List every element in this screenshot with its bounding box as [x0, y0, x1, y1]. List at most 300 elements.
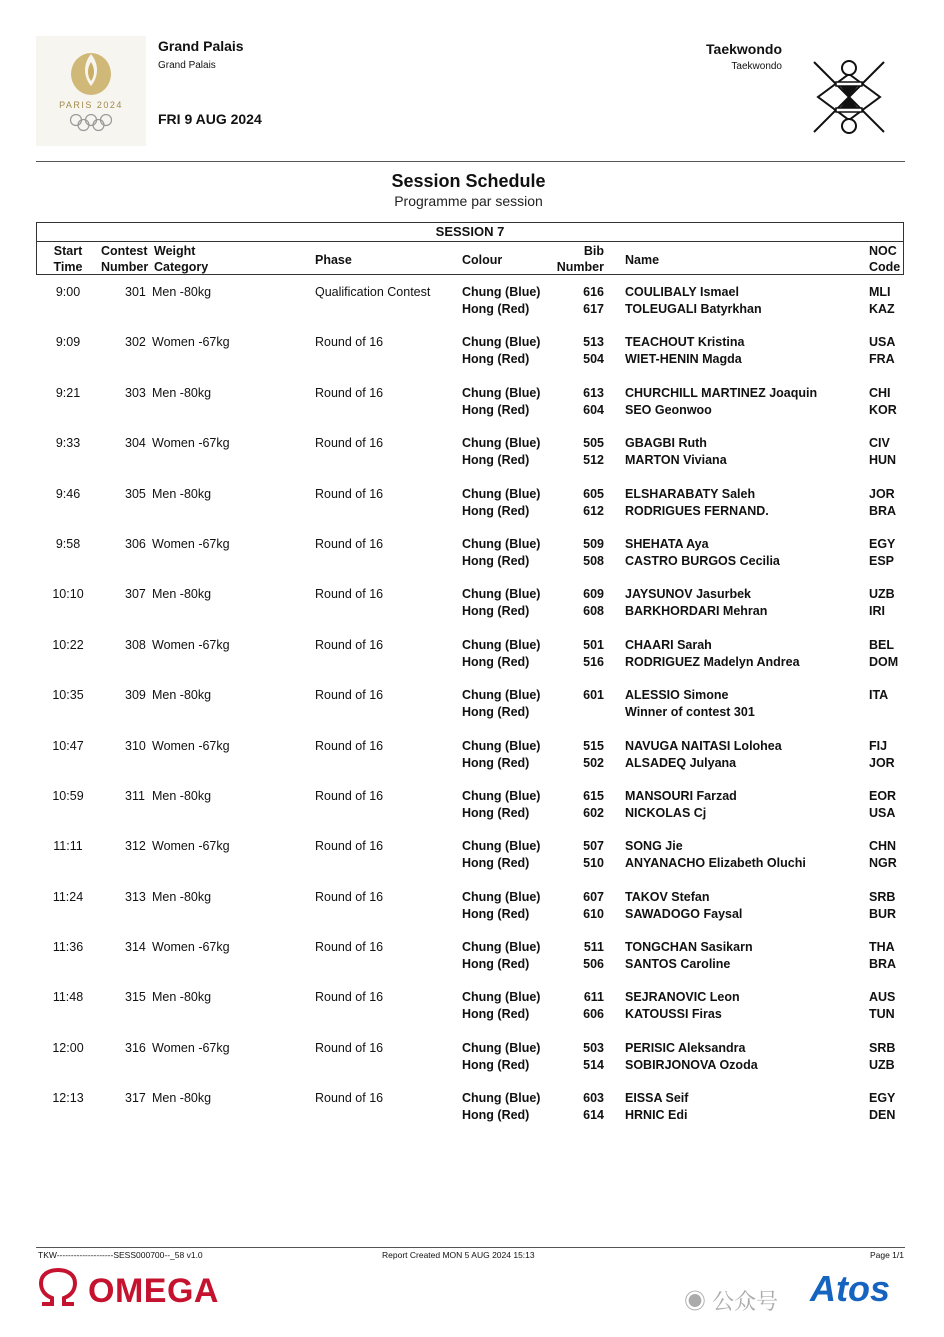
row-noc-code	[869, 385, 897, 419]
row-contest-number: 305	[125, 486, 146, 501]
row-start-time: 11:11	[53, 839, 83, 854]
row-noc-code-blue: SRB	[869, 1040, 896, 1055]
row-start-time: 11:24	[52, 889, 84, 904]
row-bib-number-blue: 505	[583, 436, 604, 451]
row-contest-number: 312	[125, 839, 146, 854]
row-athlete-name	[625, 889, 742, 923]
row-start-time: 9:58	[55, 536, 81, 551]
row-noc-code-red: IRI	[869, 604, 885, 619]
row-bib-number-red: 506	[583, 957, 604, 972]
row-start-time: 11:48	[52, 990, 84, 1005]
row-athlete-name-red: CASTRO BURGOS Cecilia	[625, 553, 780, 568]
column-header-bib-number	[540, 243, 604, 275]
row-colour	[462, 687, 540, 721]
row-bib-number	[560, 687, 604, 721]
row-phase: Qualification Contest	[315, 285, 431, 299]
row-phase: Round of 16	[315, 637, 384, 652]
column-header-weight-category	[154, 243, 208, 275]
row-bib-number	[560, 637, 604, 671]
row-colour-blue: Chung (Blue)	[462, 385, 541, 400]
row-noc-code-red	[869, 704, 888, 721]
row-bib-number	[560, 334, 604, 368]
row-bib-number	[560, 1040, 604, 1074]
row-contest-number: 303	[125, 385, 146, 400]
column-header-bib-line: Bib	[583, 244, 604, 258]
row-colour-blue: Chung (Blue)	[462, 688, 541, 703]
row-bib-number-blue: 605	[583, 486, 604, 501]
row-phase: Round of 16	[315, 335, 384, 350]
row-weight-category: Men -80kg	[152, 385, 212, 400]
row-athlete-name	[625, 788, 737, 822]
row-phase: Round of 16	[315, 839, 384, 854]
row-colour-red: Hong (Red)	[462, 906, 530, 921]
row-noc-code-red: KOR	[869, 402, 897, 417]
column-header-weight-line: Weight	[154, 244, 196, 258]
row-colour-blue: Chung (Blue)	[462, 285, 541, 299]
row-colour-blue: Chung (Blue)	[462, 839, 541, 854]
row-athlete-name	[625, 536, 780, 570]
schedule-row	[0, 435, 944, 485]
row-colour-blue: Chung (Blue)	[462, 335, 541, 350]
row-contest-number: 316	[125, 1040, 146, 1055]
row-noc-code-red: FRA	[869, 352, 895, 367]
schedule-row	[0, 687, 944, 737]
row-colour-red: Hong (Red)	[462, 1007, 530, 1022]
row-colour-blue: Chung (Blue)	[462, 940, 541, 955]
row-athlete-name-red: NICKOLAS Cj	[625, 805, 707, 820]
header-divider	[36, 161, 905, 162]
row-colour-blue: Chung (Blue)	[462, 889, 541, 904]
schedule-row	[0, 738, 944, 788]
row-bib-number	[560, 838, 604, 872]
session-divider	[37, 241, 903, 242]
row-weight-category: Women -67kg	[152, 940, 230, 955]
row-bib-number-red: 508	[583, 553, 604, 568]
row-colour-blue: Chung (Blue)	[462, 788, 541, 803]
olympic-rings-icon	[69, 114, 113, 132]
row-bib-number	[560, 989, 604, 1023]
row-athlete-name-blue: JAYSUNOV Jasurbek	[625, 587, 751, 602]
row-start-time: 9:21	[55, 385, 81, 400]
row-athlete-name-red: RODRIGUEZ Madelyn Andrea	[625, 654, 800, 669]
row-noc-code	[869, 637, 898, 671]
row-noc-code-red: JOR	[869, 755, 895, 770]
row-noc-code-blue: EGY	[869, 536, 896, 551]
column-header-colour: Colour	[462, 253, 503, 267]
row-bib-number	[560, 889, 604, 923]
row-bib-number-red: 516	[583, 654, 604, 669]
schedule-row	[0, 788, 944, 838]
row-bib-number	[560, 385, 604, 419]
row-noc-code-blue: CHI	[869, 385, 891, 400]
row-colour	[462, 536, 540, 570]
row-noc-code-red: BRA	[869, 957, 897, 972]
row-noc-code	[869, 284, 895, 318]
row-bib-number-red: 504	[583, 352, 604, 367]
row-bib-number-red	[560, 704, 604, 721]
row-athlete-name-blue: ELSHARABATY Saleh	[625, 486, 756, 501]
row-noc-code-blue: ITA	[869, 688, 889, 703]
row-noc-code-blue: EGY	[869, 1091, 896, 1106]
row-colour-red: Hong (Red)	[462, 654, 530, 669]
row-bib-number-blue: 603	[583, 1091, 604, 1106]
row-weight-category: Women -67kg	[152, 637, 230, 652]
row-contest-number: 315	[125, 990, 146, 1005]
column-header-noc-code	[869, 243, 900, 275]
row-phase: Round of 16	[315, 1091, 384, 1106]
row-noc-code	[869, 838, 897, 872]
row-colour-blue: Chung (Blue)	[462, 637, 541, 652]
row-noc-code-blue: CHN	[869, 839, 897, 854]
row-noc-code-red: DOM	[869, 654, 899, 669]
row-athlete-name-red: SANTOS Caroline	[625, 957, 731, 972]
row-athlete-name	[625, 1090, 688, 1124]
row-weight-category: Men -80kg	[152, 1091, 212, 1106]
row-athlete-name-red: ANYANACHO Elizabeth Oluchi	[625, 856, 806, 871]
row-colour	[462, 637, 540, 671]
row-phase: Round of 16	[315, 990, 384, 1005]
row-athlete-name-red: TOLEUGALI Batyrkhan	[625, 302, 762, 316]
row-noc-code-red: TUN	[869, 1007, 895, 1022]
row-noc-code-blue: USA	[869, 335, 896, 350]
row-athlete-name-red: WIET-HENIN Magda	[625, 352, 742, 367]
watermark-text: 公众号	[712, 1289, 779, 1314]
column-header-start-line: Start	[53, 244, 83, 258]
row-noc-code	[869, 1090, 895, 1124]
row-athlete-name-blue: PERISIC Aleksandra	[625, 1040, 746, 1055]
row-noc-code-red: BUR	[869, 906, 897, 921]
row-colour-red: Hong (Red)	[462, 503, 530, 518]
row-athlete-name	[625, 637, 800, 671]
column-header-code-line: Code	[869, 260, 901, 274]
row-weight-category: Women -67kg	[152, 839, 230, 854]
row-athlete-name-red: KATOUSSI Firas	[625, 1007, 722, 1022]
wechat-icon: ◉	[684, 1289, 713, 1314]
row-noc-code-red: HUN	[869, 453, 897, 468]
row-start-time: 9:00	[55, 285, 81, 299]
row-athlete-name-blue: CHURCHILL MARTINEZ Joaquin	[625, 385, 818, 400]
row-athlete-name	[625, 838, 806, 872]
column-header-bib-number-line: Number	[556, 260, 604, 274]
row-athlete-name	[625, 687, 755, 721]
schedule-row	[0, 939, 944, 989]
row-weight-category: Men -80kg	[152, 285, 212, 299]
row-start-time: 10:22	[52, 637, 84, 652]
row-athlete-name-blue: CHAARI Sarah	[625, 637, 712, 652]
row-bib-number-blue: 515	[583, 738, 604, 753]
row-noc-code	[869, 536, 895, 570]
row-athlete-name-blue: COULIBALY Ismael	[625, 285, 739, 299]
row-bib-number-red: 617	[583, 302, 604, 316]
row-noc-code	[869, 788, 896, 822]
schedule-row	[0, 334, 944, 384]
row-phase: Round of 16	[315, 788, 384, 803]
sport-subtitle: Taekwondo	[731, 61, 782, 72]
column-header-time-line: Time	[53, 260, 83, 274]
row-weight-category: Women -67kg	[152, 1040, 230, 1055]
row-colour	[462, 486, 540, 520]
row-colour-blue: Chung (Blue)	[462, 436, 541, 451]
row-colour-red: Hong (Red)	[462, 705, 530, 720]
row-athlete-name-red: SOBIRJONOVA Ozoda	[625, 1057, 758, 1072]
row-start-time: 12:00	[52, 1040, 84, 1055]
omega-wordmark: OMEGA	[88, 1272, 219, 1310]
row-noc-code-red: UZB	[869, 1057, 895, 1072]
column-header-noc-line: NOC	[869, 244, 897, 258]
row-weight-category: Women -67kg	[152, 738, 230, 753]
row-bib-number-blue: 607	[583, 889, 604, 904]
row-contest-number: 308	[125, 637, 146, 652]
paris-2024-logo	[36, 36, 146, 146]
row-contest-number: 317	[125, 1091, 146, 1106]
row-noc-code-red: ESP	[869, 553, 895, 568]
row-phase: Round of 16	[315, 1040, 384, 1055]
venue-subtitle: Grand Palais	[158, 60, 216, 71]
column-header-number-line: Number	[101, 260, 149, 274]
row-colour-red: Hong (Red)	[462, 856, 530, 871]
session-label: SESSION 7	[435, 224, 505, 239]
row-noc-code	[869, 334, 895, 368]
row-start-time: 10:35	[52, 688, 84, 703]
row-colour-red: Hong (Red)	[462, 604, 530, 619]
row-noc-code-red: BRA	[869, 503, 897, 518]
row-colour	[462, 889, 540, 923]
row-athlete-name-blue: SEJRANOVIC Leon	[625, 990, 740, 1005]
sport-title: Taekwondo	[706, 41, 782, 57]
row-colour-red: Hong (Red)	[462, 453, 530, 468]
row-bib-number-red: 608	[583, 604, 604, 619]
row-bib-number-blue: 601	[583, 688, 604, 703]
row-noc-code-blue: AUS	[869, 990, 896, 1005]
row-noc-code	[869, 738, 895, 772]
row-athlete-name	[625, 385, 817, 419]
row-noc-code-blue: MLI	[869, 285, 891, 299]
row-athlete-name	[625, 435, 727, 469]
row-bib-number-blue: 507	[583, 839, 604, 854]
row-noc-code-blue: UZB	[869, 587, 895, 602]
row-athlete-name	[625, 284, 762, 318]
row-noc-code-blue: CIV	[869, 436, 890, 451]
row-colour	[462, 1040, 540, 1074]
row-bib-number	[560, 788, 604, 822]
row-bib-number-red: 514	[583, 1057, 604, 1072]
row-noc-code-red: KAZ	[869, 302, 895, 316]
column-header-name: Name	[625, 253, 660, 267]
row-noc-code-blue: JOR	[869, 486, 895, 501]
olympic-flame-icon	[69, 50, 113, 96]
row-colour	[462, 838, 540, 872]
row-weight-category: Men -80kg	[152, 788, 212, 803]
row-colour-red: Hong (Red)	[462, 805, 530, 820]
row-phase: Round of 16	[315, 889, 384, 904]
schedule-row	[0, 1040, 944, 1090]
row-contest-number: 301	[125, 285, 146, 299]
paris-2024-text: PARIS 2024	[59, 100, 123, 110]
footer-divider	[36, 1247, 905, 1248]
row-athlete-name	[625, 586, 767, 620]
row-bib-number-blue: 511	[583, 940, 604, 955]
row-athlete-name	[625, 939, 753, 973]
row-contest-number: 306	[125, 536, 146, 551]
schedule-row	[0, 838, 944, 888]
row-bib-number-blue: 613	[583, 385, 604, 400]
row-colour	[462, 334, 540, 368]
row-start-time: 9:46	[55, 486, 81, 501]
row-noc-code	[869, 889, 896, 923]
schedule-row	[0, 385, 944, 435]
footer-page-number: Page 1/1	[869, 1250, 904, 1260]
row-athlete-name-blue: SONG Jie	[625, 839, 683, 854]
row-noc-code-blue: THA	[869, 940, 895, 955]
row-athlete-name-red: HRNIC Edi	[625, 1108, 688, 1123]
row-bib-number-red: 510	[583, 856, 604, 871]
row-colour-red: Hong (Red)	[462, 302, 530, 316]
row-bib-number-blue: 501	[583, 637, 604, 652]
row-noc-code	[869, 1040, 895, 1074]
column-header-category-line: Category	[154, 260, 209, 274]
row-athlete-name	[625, 989, 740, 1023]
row-bib-number-red: 614	[583, 1108, 604, 1123]
row-athlete-name-blue: TEACHOUT Kristina	[625, 335, 745, 350]
row-weight-category: Women -67kg	[152, 536, 230, 551]
row-colour	[462, 586, 540, 620]
row-athlete-name-blue: GBAGBI Ruth	[625, 436, 707, 451]
row-phase: Round of 16	[315, 738, 384, 753]
row-bib-number-red: 610	[583, 906, 604, 921]
schedule-row	[0, 889, 944, 939]
row-noc-code	[869, 989, 895, 1023]
row-athlete-name-red: ALSADEQ Julyana	[625, 755, 737, 770]
row-athlete-name-red: RODRIGUES FERNAND.	[625, 503, 769, 518]
row-bib-number-red: 512	[583, 453, 604, 468]
row-phase: Round of 16	[315, 688, 384, 703]
row-athlete-name	[625, 738, 782, 772]
row-weight-category: Men -80kg	[152, 587, 212, 602]
row-colour	[462, 1090, 540, 1124]
schedule-row	[0, 284, 944, 334]
row-athlete-name-red: SEO Geonwoo	[625, 402, 712, 417]
row-bib-number-red: 606	[583, 1007, 604, 1022]
row-colour	[462, 435, 540, 469]
row-athlete-name	[625, 1040, 758, 1074]
row-phase: Round of 16	[315, 587, 384, 602]
row-start-time: 10:47	[52, 738, 84, 753]
row-weight-category: Women -67kg	[152, 335, 230, 350]
column-header-phase: Phase	[315, 253, 352, 267]
row-noc-code-blue: BEL	[869, 637, 894, 652]
row-bib-number	[560, 536, 604, 570]
row-colour	[462, 738, 540, 772]
schedule-row	[0, 989, 944, 1039]
row-bib-number-blue: 609	[583, 587, 604, 602]
row-athlete-name-blue: ALESSIO Simone	[625, 688, 729, 703]
omega-symbol-icon	[36, 1268, 80, 1308]
omega-logo	[36, 1268, 219, 1312]
column-header-contest-line: Contest	[101, 244, 148, 258]
row-noc-code-red: DEN	[869, 1108, 896, 1123]
row-contest-number: 310	[125, 738, 146, 753]
row-colour-red: Hong (Red)	[462, 553, 530, 568]
row-contest-number: 304	[125, 436, 146, 451]
row-athlete-name-red: MARTON Viviana	[625, 453, 727, 468]
row-colour-blue: Chung (Blue)	[462, 536, 541, 551]
row-athlete-name-blue: NAVUGA NAITASI Lolohea	[625, 738, 782, 753]
row-noc-code	[869, 435, 896, 469]
row-noc-code-red: NGR	[869, 856, 897, 871]
row-noc-code	[869, 687, 888, 721]
row-contest-number: 302	[125, 335, 146, 350]
row-colour	[462, 939, 540, 973]
row-noc-code	[869, 486, 896, 520]
footer-document-code: TKW--------------------SESS000700--_58 v1.0	[38, 1250, 203, 1260]
row-athlete-name-red: SAWADOGO Faysal	[625, 906, 743, 921]
row-noc-code-blue: SRB	[869, 889, 896, 904]
row-colour-red: Hong (Red)	[462, 957, 530, 972]
row-athlete-name-blue: MANSOURI Farzad	[625, 788, 737, 803]
wechat-watermark	[684, 1285, 778, 1316]
row-bib-number	[560, 284, 604, 318]
row-athlete-name-red: Winner of contest 301	[625, 705, 755, 720]
row-start-time: 10:10	[52, 587, 84, 602]
row-colour-red: Hong (Red)	[462, 1108, 530, 1123]
column-header-contest-number	[101, 243, 148, 275]
row-contest-number: 313	[125, 889, 146, 904]
row-colour-blue: Chung (Blue)	[462, 1091, 541, 1106]
row-colour-red: Hong (Red)	[462, 402, 530, 417]
row-noc-code-red: USA	[869, 805, 896, 820]
row-noc-code	[869, 586, 895, 620]
schedule-row	[0, 637, 944, 687]
row-start-time: 9:33	[55, 436, 81, 451]
row-phase: Round of 16	[315, 940, 384, 955]
schedule-row	[0, 486, 944, 536]
row-colour-blue: Chung (Blue)	[462, 990, 541, 1005]
row-phase: Round of 16	[315, 486, 384, 501]
row-bib-number-blue: 616	[583, 285, 604, 299]
row-phase: Round of 16	[315, 536, 384, 551]
row-bib-number	[560, 586, 604, 620]
row-noc-code-blue: EOR	[869, 788, 897, 803]
column-header-start-time	[36, 243, 100, 275]
row-athlete-name-blue: SHEHATA Aya	[625, 536, 709, 551]
row-bib-number	[560, 435, 604, 469]
row-bib-number-red: 612	[583, 503, 604, 518]
row-bib-number	[560, 738, 604, 772]
row-start-time: 11:36	[52, 940, 84, 955]
row-athlete-name	[625, 486, 769, 520]
venue-title: Grand Palais	[158, 38, 244, 54]
row-weight-category: Men -80kg	[152, 688, 212, 703]
row-bib-number-red: 602	[583, 805, 604, 820]
row-athlete-name-red: BARKHORDARI Mehran	[625, 604, 768, 619]
row-athlete-name-blue: EISSA Seif	[625, 1091, 689, 1106]
row-colour-blue: Chung (Blue)	[462, 587, 541, 602]
row-colour-blue: Chung (Blue)	[462, 1040, 541, 1055]
row-weight-category: Men -80kg	[152, 990, 212, 1005]
row-weight-category: Women -67kg	[152, 436, 230, 451]
row-colour-red: Hong (Red)	[462, 352, 530, 367]
row-colour-red: Hong (Red)	[462, 1057, 530, 1072]
row-colour-red: Hong (Red)	[462, 755, 530, 770]
row-bib-number-blue: 513	[583, 335, 604, 350]
row-phase: Round of 16	[315, 436, 384, 451]
atos-logo: Atos	[810, 1268, 890, 1309]
row-phase: Round of 16	[315, 385, 384, 400]
row-bib-number-blue: 509	[583, 536, 604, 551]
row-contest-number: 311	[125, 788, 145, 803]
row-bib-number-blue: 503	[583, 1040, 604, 1055]
row-noc-code-blue: FIJ	[869, 738, 888, 753]
